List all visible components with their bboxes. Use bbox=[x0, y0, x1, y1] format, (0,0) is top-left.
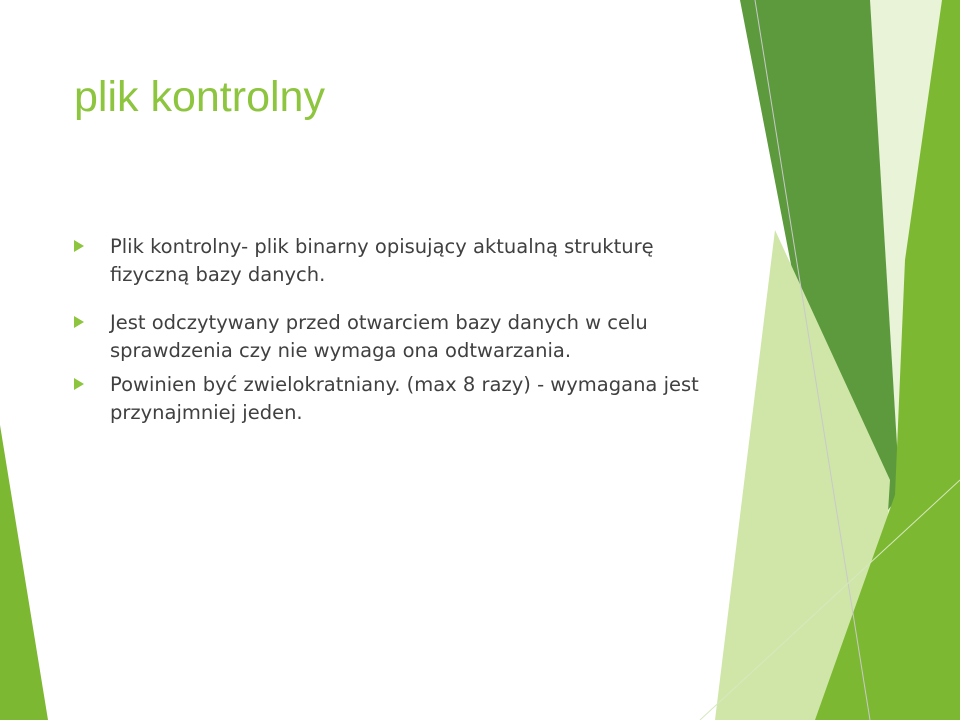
bullet-text: Powinien być zwielokratniany. (max 8 razy) - wymagana jest przynajmniej jeden. bbox=[110, 373, 699, 424]
arrowhead-right-icon bbox=[74, 316, 84, 328]
left-accent-shape bbox=[0, 425, 48, 720]
bullet-item bbox=[74, 233, 714, 289]
bullet-list bbox=[74, 233, 714, 447]
arrowhead-right-icon bbox=[74, 378, 84, 390]
slide-title: plik kontrolny bbox=[74, 73, 325, 121]
bullet-text: Plik kontrolny- plik binarny opisujący aktualną strukturę fizyczną bazy danych. bbox=[110, 235, 654, 286]
bullet-item bbox=[74, 309, 714, 365]
bullet-item bbox=[74, 371, 714, 427]
arrowhead-right-icon bbox=[74, 240, 84, 252]
bullet-text: Jest odczytywany przed otwarciem bazy danych w celu sprawdzenia czy nie wymaga ona odtwarzania. bbox=[110, 311, 648, 362]
